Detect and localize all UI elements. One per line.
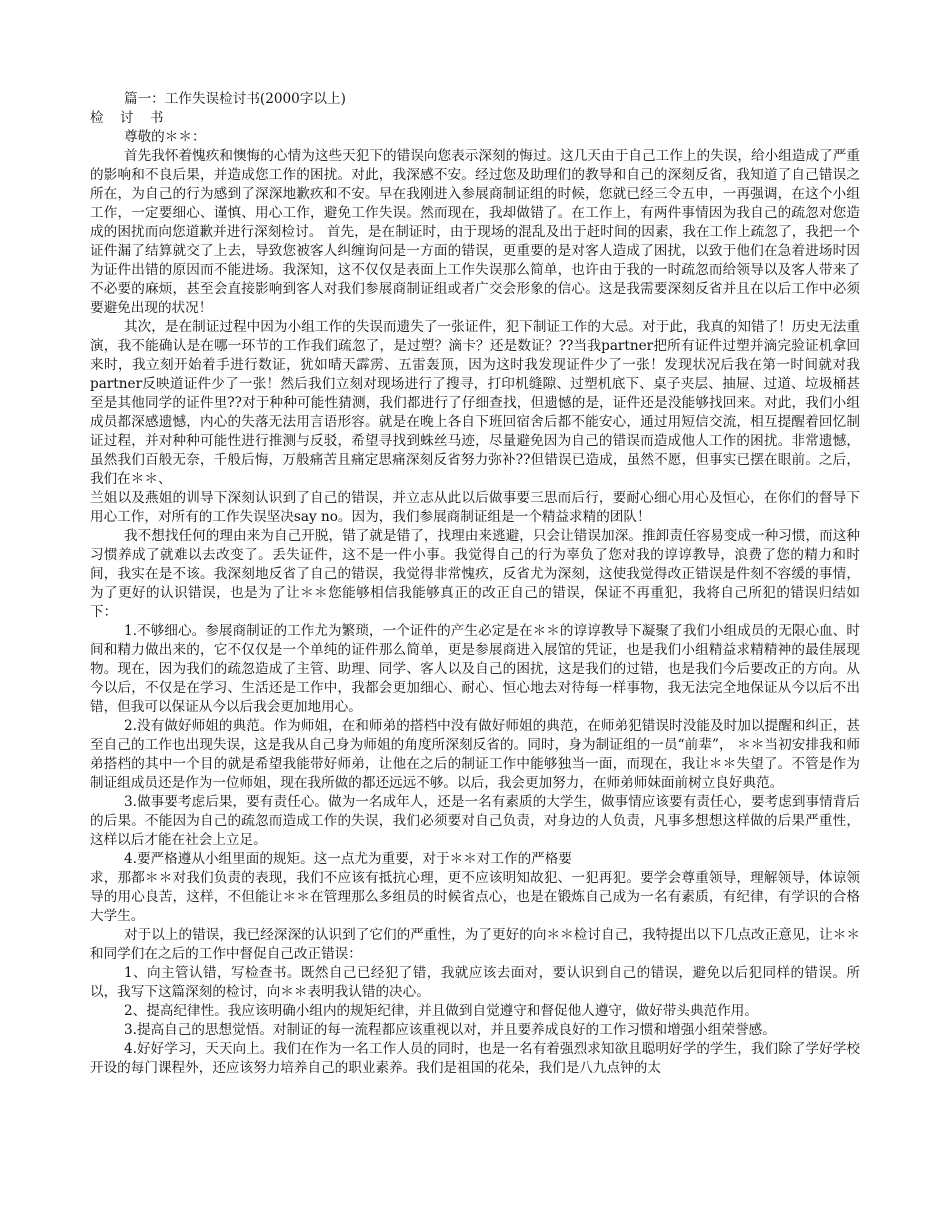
paragraph: 对于以上的错误，我已经深深的认识到了它们的严重性，为了更好的向＊＊检讨自己，我特提出以下几点改正意见，让＊＊和同学们在之后的工作中督促自己改正错误： [90,927,860,962]
paragraph: 我不想找任何的理由来为自己开脱，错了就是错了，找理由来逃避，只会让错误加深。推卸责任容易变成一种习惯，而这种习惯养成了就难以去改变了。丢失证件，这不是一件小事。我觉得自己的行为辜负了您对我的谆谆教导，浪费了您的精力和时间，我实在是不该。我深刻地反省了自己的错误，我觉得非常愧疚，反省尤为深刻，这使我觉得改正错误是件刻不容缓的事情，为了更好的认识错误，也是为了让＊＊您能够相信我能够真正的改正自己的错误，保证不再重犯，我将自己所犯的错误归结如下： [90,528,860,620]
paragraph: 兰姐以及燕姐的训导下深刻认识到了自己的错误，并立志从此以后做事要三思而后行，要耐心细心用心及恒心，在你们的督导下用心工作，对所有的工作失误坚决say no。因为，我们参展商制证组是一个精益求精的团队！ [90,490,860,525]
paragraph: 4.好好学习，天天向上。我们在作为一名工作人员的同时，也是一名有着强烈求知欲且聪明好学的学生，我们除了学好学校开设的每门课程外，还应该努力培养自己的职业素养。我们是祖国的花朵，我们是八九点钟的太 [90,1041,860,1076]
paragraph: 2.没有做好师姐的典范。作为师姐，在和师弟的搭档中没有做好师姐的典范，在师弟犯错误时没能及时加以提醒和纠正，甚至自己的工作也出现失误，这是我从自己身为师姐的角度所深刻反省的。同时，身为制证组的一员“前辈”， ＊＊当初安排我和师弟搭档的其中一个目的就是希望我能带好师弟，让他在之后的制证工作中能够独当一面，而现在，我让＊＊失望了。不管是作为制证组成员还是作为一位师姐，现在我所做的都还远远不够。以后，我会更加努力，在师弟师妹面前树立良好典范。 [90,718,860,791]
paragraph: 3.提高自己的思想觉悟。对制证的每一流程都应该重视以对，并且要养成良好的工作习惯和增强小组荣誉感。 [124,1022,776,1038]
paragraph: 1.不够细心。参展商制证的工作尤为繁琐，一个证件的产生必定是在＊＊的谆谆教导下凝聚了我们小组成员的无限心血、时间和精力做出来的，它不仅仅是一个单纯的证件那么简单，更是参展商进入展馆的凭证，也是我们小组精益求精精神的最佳展现物。现在，因为我们的疏忽造成了主管、助理、同学、客人以及自己的困扰，这是我们的过错，也是我们今后要改正的方向。从今以后，不仅是在学习、生活还是工作中，我都会更加细心、耐心、恒心地去对待每一样事物，我无法完全地保证从今以后不出错，但我可以保证从今以后我会更加地用心。 [90,623,860,715]
document-body [90,147,860,1078]
document-title: 篇一：工作失误检讨书(2000字以上) [124,91,346,107]
paragraph: 2、提高纪律性。我应该明确小组内的规矩纪律，并且做到自觉遵守和督促他人遵守，做好带头典范作用。 [124,1003,758,1019]
paragraph: 4.要严格遵从小组里面的规矩。这一点尤为重要，对于＊＊对工作的严格要 [124,851,572,867]
paragraph: 求，那都＊＊对我们负责的表现，我们不应该有抵抗心理，更不应该明知故犯、一犯再犯。要学会尊重领导，理解领导，体谅领导的用心良苦，这样，不但能让＊＊在管理那么多组员的时候省点心，也是在锻炼自己成为一名有素质，有纪律，有学识的合格大学生。 [90,870,860,924]
paragraph: 首先我怀着愧疚和懊悔的心情为这些天犯下的错误向您表示深刻的悔过。这几天由于自己工作上的失误，给小组造成了严重的影响和不良后果，并造成您工作的困扰。对此，我深感不安。经过您及助理们的教导和自己的深刻反省，我知道了自己错误之所在，为自己的行为感到了深深地歉疚和不安。早在我刚进入参展商制证组的时候，您就已经三令五申，一再强调，在这个小组工作，一定要细心、谨慎、用心工作，避免工作失误。然而现在，我却做错了。在工作上，有两件事情因为我自己的疏忽对您造成的困扰而向您道歉并进行深刻检讨。 首先，是在制证时，由于现场的混乱及出于赶时间的因素，我在工作上疏忽了，我把一个证件漏了结算就交了上去，导致您被客人纠缠询问是一方面的错误，更重要的是对客人造成了困扰，以致于他们在急着进场时因为证件出错的原因而不能进场。我深知，这不仅仅是表面上工作失误那么简单，也许由于我的一时疏忽而给领导以及客人带来了不必要的麻烦，甚至会直接影响到客人对我们参展商制证组或者广交会形象的信心。这是我需要深刻反省并且在以后工作中必须要避免出现的状况！ [90,148,860,316]
paragraph: 1、向主管认错，写检查书。既然自己已经犯了错，我就应该去面对，要认识到自己的错误，避免以后犯同样的错误。所以，我写下这篇深刻的检讨，向＊＊表明我认错的决心。 [90,965,860,1000]
document-page [90,90,860,1078]
paragraph: 其次，是在制证过程中因为小组工作的失误而遗失了一张证件，犯下制证工作的大忌。对于此，我真的知错了！历史无法重演，我不能确认是在哪一环节的工作我们疏忽了，是过塑？滴卡？还是数证？??当我partner把所有证件过塑并滴完验证机拿回来时，我立刻开始着手进行数证，犹如晴天霹雳、五雷轰顶，因为这时我发现证件少了一张！发现状况后我在第一时间就对我partner反映道证件少了一张！然后我们立刻对现场进行了搜寻，打印机缝隙、过塑机底下、桌子夹层、抽屉、过道、垃圾桶甚至是其他同学的证件里??对于种种可能性猜测，我们都进行了仔细查找，但遗憾的是，证件还是没能够找回来。对此，我们小组成员都深感遗憾，内心的失落无法用言语形容。就是在晚上各自下班回宿舍后都不能安心，通过用短信交流，相互提醒着回忆制证过程，并对种种可能性进行推测与反驳，希望寻找到蛛丝马迹，尽量避免因为自己的错误而造成他人工作的困扰。非常遗憾，虽然我们百般无奈，千般后悔，万般痛苦且痛定思痛深刻反省努力弥补??但错误已造成，虽然不愿，但事实已摆在眼前。之后，我们在＊＊、 [90,319,860,487]
salutation: 尊敬的＊＊： [124,129,206,145]
document-heading: 检 讨 书 [90,110,170,126]
paragraph: 3.做事要考虑后果，要有责任心。做为一名成年人，还是一名有素质的大学生，做事情应该要有责任心，要考虑到事情背后的后果。不能因为自己的疏忽而造成工作的失误，我们必须要对自己负责，对身边的人负责，凡事多想想这样做的后果严重性，这样以后才能在社会上立足。 [90,794,860,848]
